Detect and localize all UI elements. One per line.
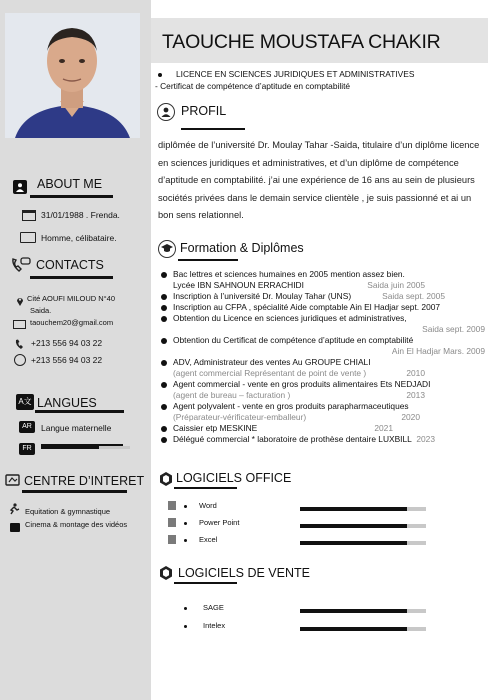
bullet-icon <box>161 294 167 300</box>
contact-address-2: Saida. <box>30 306 52 315</box>
bullet-icon <box>161 272 167 278</box>
profile-photo <box>5 13 140 138</box>
about-status: Homme, célibataire. <box>41 233 117 243</box>
contacts-title: CONTACTS <box>36 258 104 272</box>
formation-text: Délégué commercial * laboratoire de prothèse dentaire LUXBILL <box>173 434 412 444</box>
formation-text: ADV, Administrateur des ventes Au GROUPE CHIALI <box>173 357 371 367</box>
office-skill-bar <box>300 507 407 511</box>
calendar-icon <box>22 210 36 221</box>
office-skill-name: Word <box>199 501 217 510</box>
about-birth: 31/01/1988 . Frenda. <box>41 210 120 220</box>
formation-row <box>163 335 485 346</box>
formation-row <box>163 302 485 313</box>
profil-rule <box>181 128 245 130</box>
lang-code-ar: AR <box>19 421 35 433</box>
formation-date: Saida sept. 2005 <box>382 291 445 301</box>
office-app-icon <box>168 518 176 527</box>
contacts-rule <box>30 276 113 279</box>
formation-row <box>163 379 485 390</box>
phone-icon <box>15 337 26 355</box>
bullet-icon <box>184 522 187 525</box>
location-pin-icon <box>16 293 24 311</box>
bullet-icon <box>161 305 167 311</box>
whatsapp-icon <box>14 354 26 366</box>
formation-row <box>163 434 485 445</box>
formation-date: 2013 <box>406 390 425 400</box>
contact-whatsapp[interactable]: +213 556 94 03 22 <box>31 355 103 365</box>
bullet-icon <box>161 382 167 388</box>
bullet-icon <box>161 404 167 410</box>
interet-2: Cinema & montage des vidéos <box>25 520 128 529</box>
formation-date: 2021 <box>374 423 393 433</box>
header-line-2: - Certificat de compétence d’aptitude en comptabilité <box>155 81 351 91</box>
formation-text: Agent polyvalent - vente en gros produits parapharmaceutiques <box>173 401 409 411</box>
office-skill-name: Excel <box>199 535 218 544</box>
bullet-icon <box>184 607 187 610</box>
office-app-icon <box>168 501 176 510</box>
envelope-icon <box>13 320 26 329</box>
vente-skill-bar <box>300 609 407 613</box>
about-rule <box>30 195 113 198</box>
candidate-name: TAOUCHE MOUSTAFA CHAKIR <box>162 31 441 53</box>
formation-row <box>163 269 485 280</box>
formation-text: (Préparateur-vérificateur-emballeur) <box>173 412 307 422</box>
formation-row <box>163 357 485 368</box>
lang-bar-fr <box>41 446 99 449</box>
vente-skill-name: SAGE <box>203 603 224 612</box>
bullet-icon <box>184 505 187 508</box>
profil-title: PROFIL <box>181 104 227 118</box>
vente-title: LOGICIELS DE VENTE <box>178 566 310 580</box>
bullet-icon <box>184 625 187 628</box>
graduation-cap-icon <box>158 240 176 258</box>
formation-row <box>163 291 485 302</box>
formation-row <box>163 412 485 423</box>
formation-date: Saida sept. 2009 <box>422 324 485 334</box>
office-skill-bar <box>300 541 407 545</box>
person-icon <box>13 180 27 194</box>
formation-text: (agent de bureau – facturation ) <box>173 390 291 400</box>
formation-date: 2020 <box>401 412 420 422</box>
office-rule <box>174 487 237 489</box>
contact-email[interactable]: taouchem20@gmail.com <box>30 318 114 327</box>
interets-rule <box>22 490 127 493</box>
video-icon <box>10 523 20 532</box>
formation-list <box>163 269 485 445</box>
phone-chat-icon <box>10 256 32 279</box>
lang-label-ar: Langue maternelle <box>41 423 112 433</box>
vente-skill-bar <box>300 627 407 631</box>
person-icon <box>157 103 175 121</box>
interet-1: Equitation & gymnastique <box>25 507 111 516</box>
bullet-icon <box>161 316 167 322</box>
rider-icon <box>8 502 20 520</box>
formation-text: Obtention du Licence en sciences juridiques et administratives, <box>173 313 407 323</box>
formation-row <box>163 313 485 324</box>
formation-date: 2023 <box>416 434 435 444</box>
formation-text: Inscription à l’université Dr. Moulay Tahar (UNS) <box>173 291 352 301</box>
formation-text: Caissier etp MESKINE <box>173 423 258 433</box>
formation-rule <box>178 259 238 261</box>
vente-skill-name: Intelex <box>203 621 226 630</box>
hobby-icon <box>5 472 21 493</box>
bullet-icon <box>184 539 187 542</box>
formation-row <box>163 401 485 412</box>
formation-row <box>163 423 485 434</box>
header-line-1: LICENCE EN SCIENCES JURIDIQUES ET ADMINISTRATIVES <box>158 69 414 80</box>
bullet-icon <box>161 437 167 443</box>
language-icon: A文 <box>16 394 34 410</box>
software-icon <box>168 621 176 630</box>
vente-rule <box>174 582 237 584</box>
formation-row <box>163 280 485 291</box>
id-card-icon <box>20 232 36 243</box>
bullet-icon <box>161 338 167 344</box>
bullet-icon <box>158 73 162 77</box>
formation-row <box>163 390 485 401</box>
formation-row <box>163 368 485 379</box>
bullet-icon <box>161 426 167 432</box>
formation-row <box>163 346 485 357</box>
formation-title: Formation & Diplômes <box>180 241 304 255</box>
about-title: ABOUT ME <box>37 177 103 191</box>
formation-text: Obtention du Certificat de compétence d’aptitude en comptabilité <box>173 335 414 345</box>
office-skill-bar <box>300 524 407 528</box>
formation-text: (agent commercial Représentant de point de vente ) <box>173 368 367 378</box>
formation-text: Agent commercial - vente en gros produits alimentaires Ets NEDJADI <box>173 379 431 389</box>
contact-phone[interactable]: +213 556 94 03 22 <box>31 338 103 348</box>
office-skill-name: Power Point <box>199 518 240 527</box>
office-app-icon <box>168 535 176 544</box>
contact-address-1: Cité AOUFI MILOUD N°40 <box>27 294 116 303</box>
langues-rule <box>35 410 124 413</box>
formation-date: Saida juin 2005 <box>367 280 425 290</box>
software-icon <box>168 603 176 612</box>
interets-title: CENTRE D’INTERET <box>24 474 145 488</box>
langues-title: LANGUES <box>37 396 97 410</box>
hexagon-icon <box>160 566 172 585</box>
hexagon-icon <box>160 472 172 491</box>
lang-code-fr: FR <box>19 443 35 455</box>
profil-text: diplômée de l’université Dr. Moulay Tahar -Saida, titulaire d’un diplôme licence en sciences juridiques et administratives, et d’un diplôme de compétence d’aptitude en comptabilité. j’ai une expérience de 16 ans au sein de plusieurs sociétés privées dans le demain service clientèle , je suis passionné et ai un bon sens relationnel. <box>158 140 480 220</box>
formation-text: Inscription au CFPA , spécialité Aide comptable Ain El Hadjar sept. 2007 <box>173 302 441 312</box>
formation-date: 2010 <box>406 368 425 378</box>
formation-row <box>163 324 485 335</box>
formation-text: Lycée IBN SAHNOUN ERRACHIDI <box>173 280 304 290</box>
formation-text: Bac lettres et sciences humaines en 2005 mention assez bien. <box>173 269 405 279</box>
bullet-icon <box>161 360 167 366</box>
formation-date: Ain El Hadjar Mars. 2009 <box>391 346 485 356</box>
office-title: LOGICIELS OFFICE <box>176 471 292 485</box>
